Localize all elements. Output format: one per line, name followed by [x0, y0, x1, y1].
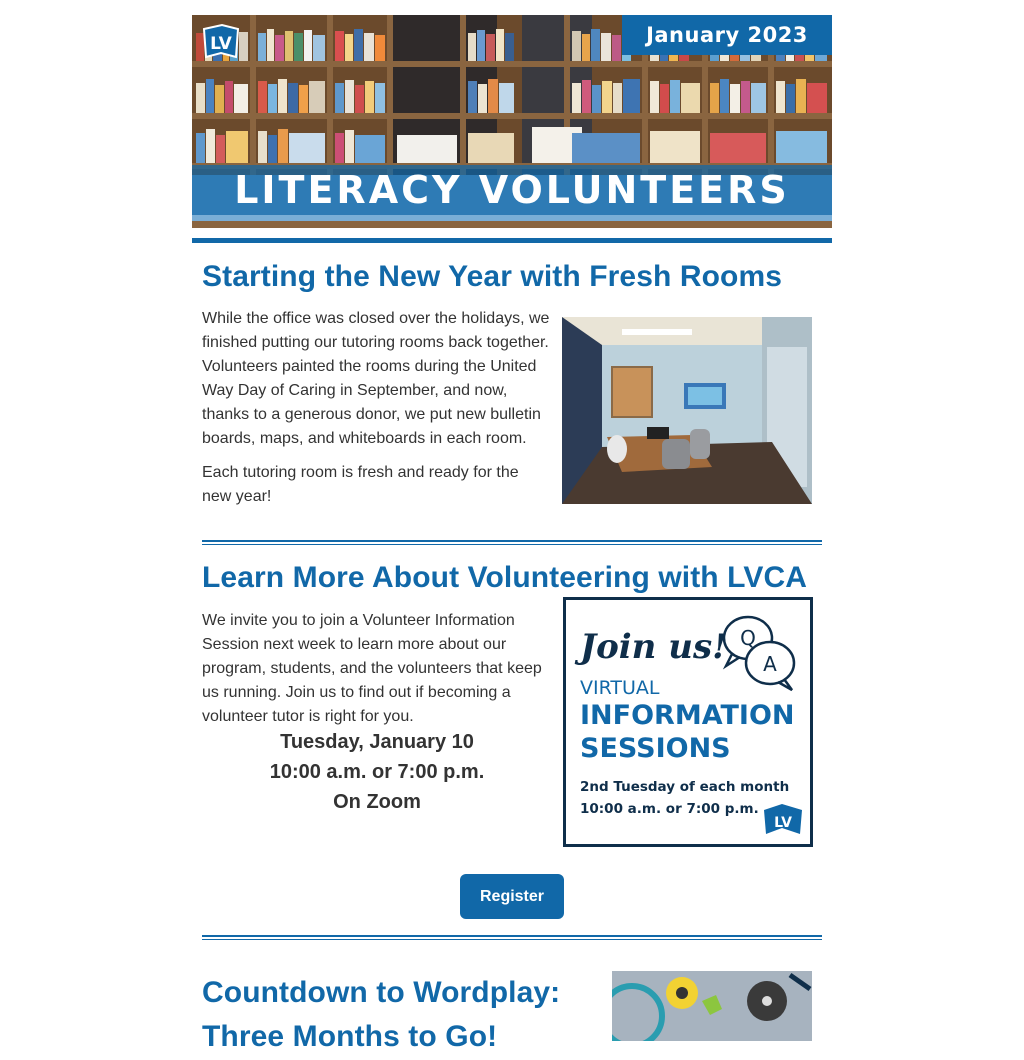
info-session-flyer — [563, 597, 813, 847]
event-location: On Zoom — [333, 791, 421, 813]
section-paragraph: We invite you to join a Volunteer Information Session next week to learn more about our program, students, and the volunteers that keep us running. Join us to find out if becoming a volunteer tutor is right for you. — [202, 612, 542, 725]
tutoring-room-photo — [562, 317, 812, 504]
section-volunteering — [202, 545, 822, 935]
event-time: 10:00 a.m. or 7:00 p.m. — [269, 761, 485, 783]
newsletter-title: LITERACY VOLUNTEERS — [192, 165, 832, 215]
section-fresh-rooms — [202, 243, 822, 540]
section-title: Learn More About Volunteering with LVCA — [202, 561, 807, 594]
register-button[interactable]: Register — [460, 874, 564, 919]
event-details — [202, 727, 552, 817]
svg-text:INFORMATION: INFORMATION — [580, 700, 795, 731]
svg-text:LV: LV — [774, 815, 792, 831]
wordplay-image — [612, 971, 812, 1041]
section-title-line2: Three Months to Go! — [202, 1020, 498, 1053]
qa-bubbles-icon — [724, 617, 794, 690]
event-date: Tuesday, January 10 — [280, 731, 474, 753]
svg-text:SESSIONS: SESSIONS — [580, 733, 731, 764]
section-wordplay — [202, 940, 822, 1060]
svg-text:2nd Tuesday of each month: 2nd Tuesday of each month — [580, 779, 790, 795]
svg-text:Join us!: Join us! — [580, 627, 728, 667]
lv-logo-icon — [202, 23, 240, 59]
svg-text:LV: LV — [210, 34, 232, 54]
svg-text:Q: Q — [740, 626, 756, 650]
svg-text:VIRTUAL: VIRTUAL — [580, 677, 660, 699]
section-paragraph: Each tutoring room is fresh and ready for the new year! — [202, 464, 519, 505]
section-paragraph: While the office was closed over the holidays, we finished putting our tutoring rooms back together. Volunteers painted the rooms during the United Way Day of Caring in September, and now, thanks to a generous donor, we put new bulletin boards, maps, and whiteboards in each room. — [202, 310, 550, 447]
issue-date-tab: January 2023 — [622, 15, 832, 55]
header-banner — [192, 15, 832, 228]
section-title-line1: Countdown to Wordplay: — [202, 976, 561, 1009]
lv-logo-icon — [764, 804, 802, 834]
section-title: Starting the New Year with Fresh Rooms — [202, 260, 783, 293]
svg-text:10:00 a.m. or 7:00 p.m.: 10:00 a.m. or 7:00 p.m. — [580, 801, 759, 817]
svg-text:A: A — [763, 652, 777, 676]
